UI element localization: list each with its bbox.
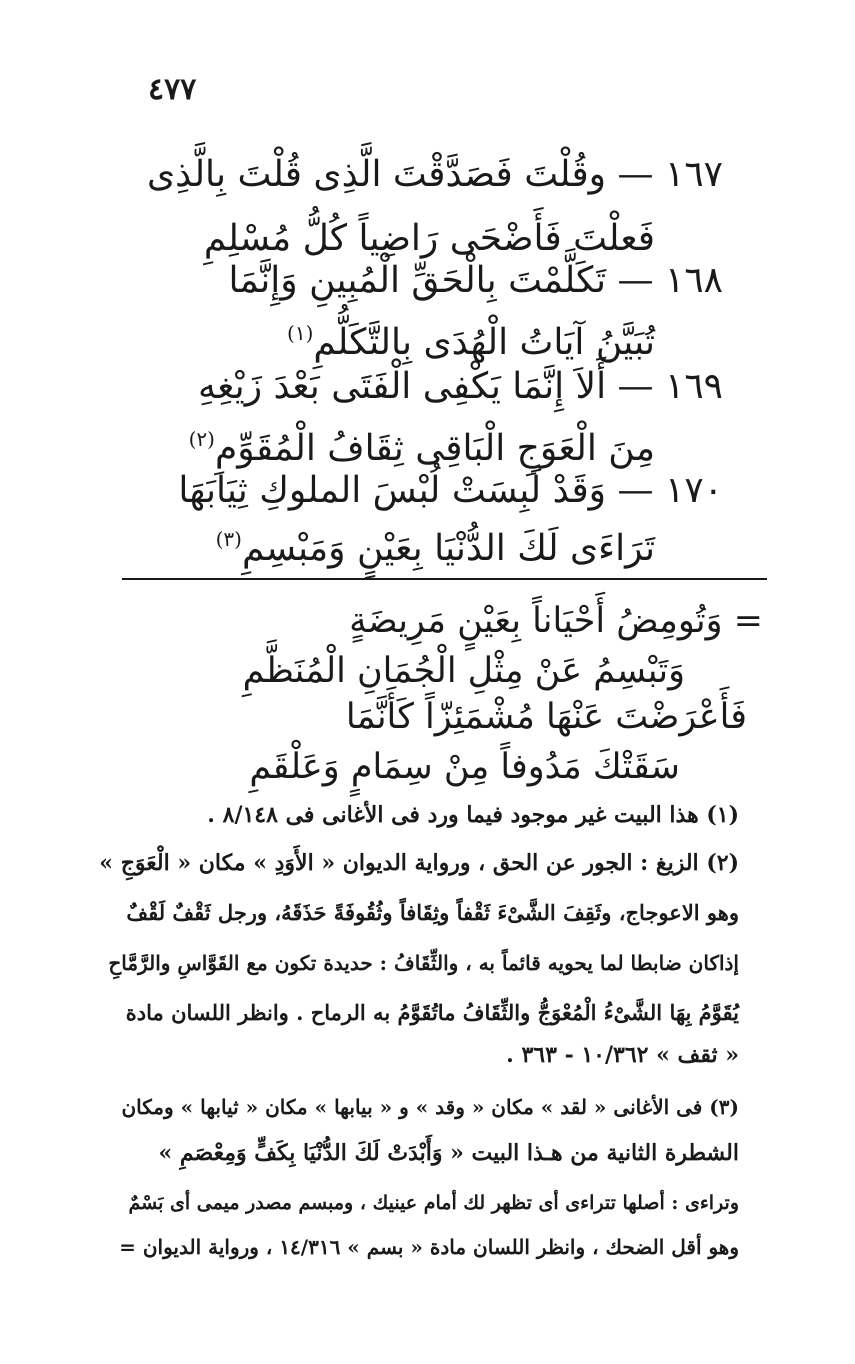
verse-number: ١٦٨ — xyxy=(617,260,723,301)
footnote-line: وهو أقل الضحك ، وانظر اللسان مادة « بسم » ١٤/٣١٦ ، ورواية الديوان = xyxy=(119,1235,739,1259)
footnote-line: يُقَوَّمُ بِهَا الشَّىْءُ الْمُعْوَجُّ والثِّقَافُ ماتُقَوَّمُ به الرماح . وانظر اللسان مادة xyxy=(125,1000,739,1025)
footnote-marker: (٢) xyxy=(188,427,215,451)
footnote-separator xyxy=(122,578,767,580)
verse-168-first-hemistich xyxy=(103,258,723,304)
hemistich-text: وَقَدْ لَبِسَتْ لُبْسَ الملوكِ ثِيَابَهَا xyxy=(178,470,607,511)
continued-verse-line: = وَتُومِضُ أَحْيَاناً بِعَيْنٍ مَرِيضَةٍ xyxy=(349,601,763,641)
verse-169-first-hemistich xyxy=(103,364,723,410)
verse-168-second-hemistich xyxy=(95,310,655,366)
footnote-line: (٢) الزيغ : الجور عن الحق ، ورواية الديوان « الأَوَدِ » مكان « الْعَوَجِ » xyxy=(99,850,739,876)
hemistich-text: تُبَيَّنُ آيَاتُ الْهُدَى بِالتَّكَلُّمِ xyxy=(313,322,655,363)
footnote-line: وتراءى : أصلها تتراءى أى تظهر لك أمام عينيك ، ومبسم مصدر ميمى أى بَسْمٌ xyxy=(128,1192,739,1214)
footnote-line: وهو الاعوجاج، وثَقِفَ الشَّىْءَ ثَقْفاً وثِقَافاً وثُقُوفَةً حَذَقَهُ، ورجل ثَقْفٌ لَقْفٌ xyxy=(126,900,739,925)
page-number: ٤٧٧ xyxy=(148,72,197,107)
continued-verse-line: فَأَعْرَضْتَ عَنْهَا مُشْمَئِزّاً كَأَنَّمَا xyxy=(345,697,747,737)
continued-verse-line: وَتَبْسِمُ عَنْ مِثْلِ الْجُمَانِ الْمُنَظَّمِ xyxy=(242,651,685,691)
verse-167-second-hemistich xyxy=(95,206,655,262)
hemistich-text: تَرَاءَى لَكَ الدُّنْيَا بِعَيْنٍ وَمَبْسِمِ xyxy=(241,528,655,569)
continued-verse-line: سَقَتْكَ مَدُوفاً مِنْ سِمَامٍ وَعَلْقَمِ xyxy=(249,747,680,787)
footnote-marker: (٣) xyxy=(215,527,242,551)
footnote-line: (٣) فى الأغانى « لقد » مكان « وقد » و « بيابها » مكان « ثيابها » ومكان xyxy=(121,1095,739,1119)
verse-167-first-hemistich xyxy=(103,152,723,198)
footnote-line: « ثقف » ١٠/٣٦٢ - ٣٦٣ . xyxy=(506,1042,739,1068)
hemistich-text: فَعلْتَ فَأَضْحَى رَاضِياً كُلُّ مُسْلِمِ xyxy=(203,218,655,259)
hemistich-text: تَكَلَّمْتَ بِالْحَقِّ الْمُبِينِ وَإِنَّمَا xyxy=(228,260,607,301)
verse-number: ١٧٠ — xyxy=(617,470,723,511)
verse-170-first-hemistich xyxy=(103,468,723,514)
footnote-marker: (١) xyxy=(287,321,314,345)
hemistich-text: وقُلْتَ فَصَدَّقْتَ الَّذِى قُلْتَ بِالَّذِى xyxy=(147,154,607,195)
footnote-line: الشطرة الثانية من هـذا البيت « وَأَبْدَتْ لَكَ الدُّنْيَا بِكَفٍّ وَمِعْصَمِ » xyxy=(158,1140,739,1166)
verse-169-second-hemistich xyxy=(95,416,655,472)
verse-number: ١٦٩ — xyxy=(617,366,723,407)
footnote-line: (١) هذا البيت غير موجود فيما ورد فى الأغانى فى ٨/١٤٨ . xyxy=(207,802,739,828)
footnote-line: إذاكان ضابطا لما يحويه قائماً به ، والثِّقَافُ : حديدة تكون مع القَوَّاسِ والرَّمَّاحِ xyxy=(108,951,739,975)
hemistich-text: مِنَ الْعَوَجِ الْبَاقِى ثِقَافُ الْمُقَوِّمِ xyxy=(214,428,655,469)
verse-number: ١٦٧ — xyxy=(617,154,723,195)
verse-170-second-hemistich xyxy=(95,516,655,572)
hemistich-text: أَلاَ إِنَّمَا يَكْفِى الْفَتَى بَعْدَ زَيْغِهِ xyxy=(198,366,607,407)
